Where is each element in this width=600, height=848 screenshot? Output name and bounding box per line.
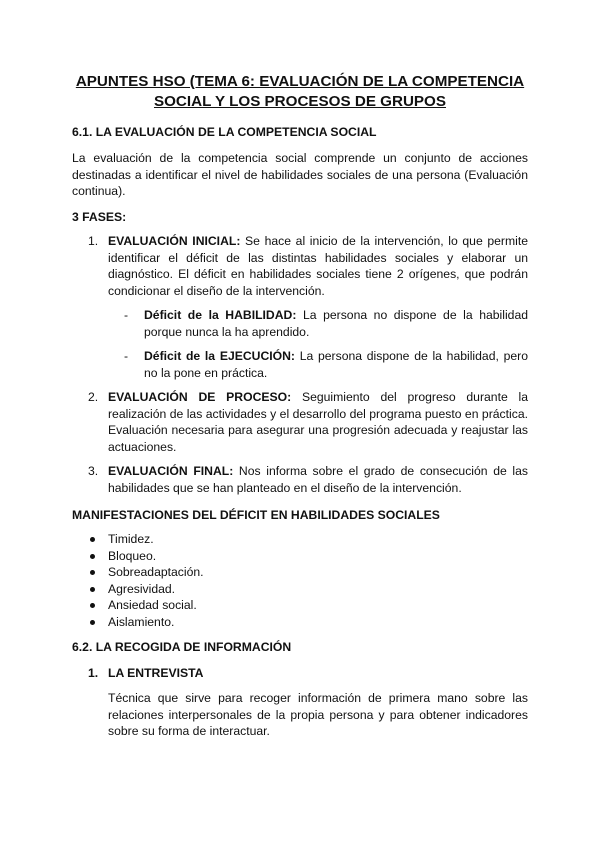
list-item: Aislamiento. xyxy=(90,614,204,631)
deficit-item-habilidad xyxy=(124,307,528,340)
manifestations-heading: MANIFESTACIONES DEL DÉFICIT EN HABILIDADES SOCIALES xyxy=(72,508,440,522)
deficit-item-ejecucion xyxy=(124,348,528,381)
bullet-icon xyxy=(90,537,95,542)
list-item: Sobreadaptación. xyxy=(90,564,204,581)
phase-number: 3. xyxy=(88,464,99,478)
deficit-label: Déficit de la HABILIDAD: xyxy=(144,308,297,322)
phase-text: Seguimiento del progreso durante la realización de las actividades y el desarrollo del programa puesto en práctica. Evaluación necesaria para asegurar una progresión adecuada y reajustar las actuaciones. xyxy=(108,390,528,454)
phase-number: 2. xyxy=(88,390,99,404)
deficit-text: La persona no dispone de la habilidad porque nunca la ha aprendido. xyxy=(144,308,528,339)
list-item: Timidez. xyxy=(90,531,204,548)
bullet-icon xyxy=(90,603,95,608)
bullet-icon xyxy=(90,620,95,625)
phase-item-3 xyxy=(88,463,528,496)
section-heading-6-1: 6.1. LA EVALUACIÓN DE LA COMPETENCIA SOCIAL xyxy=(72,125,377,139)
entrevista-paragraph: Técnica que sirve para recoger información de primera mano sobre las relaciones interpersonales de la propia persona y para obtener indicadores sobre su forma de interactuar. xyxy=(108,691,528,739)
deficit-label: Déficit de la EJECUCIÓN: xyxy=(144,349,295,363)
phase-number: 1. xyxy=(88,234,99,248)
intro-paragraph: La evaluación de la competencia social comprende un conjunto de acciones destinadas a identificar el nivel de habilidades sociales de una persona (Evaluación continua). xyxy=(72,151,528,199)
item-label: LA ENTREVISTA xyxy=(108,666,204,680)
phases-heading: 3 FASES: xyxy=(72,210,127,224)
manifestations-list xyxy=(90,531,204,631)
phase-text: Nos informa sobre el grado de consecución de las habilidades que se han planteado en el diseño de la intervención. xyxy=(108,464,528,495)
phase-text: Se hace al inicio de la intervención, lo que permite identificar el déficit de las distintas habilidades sociales y elaborar un diagnóstico. El déficit en habilidades sociales tiene 2 orígenes, que podrán condicionar el diseño de la intervención. xyxy=(108,234,529,298)
dash-marker: - xyxy=(124,349,129,363)
phase-label: EVALUACIÓN DE PROCESO: xyxy=(108,390,292,404)
phase-item-1 xyxy=(88,233,528,299)
phase-label: EVALUACIÓN FINAL: xyxy=(108,464,234,478)
list-item: Ansiedad social. xyxy=(90,597,204,614)
document-title: APUNTES HSO (TEMA 6: EVALUACIÓN DE LA COMPETENCIA SOCIAL Y LOS PROCESOS DE GRUPOS xyxy=(75,73,525,110)
dash-marker: - xyxy=(124,308,129,322)
bullet-icon xyxy=(90,554,95,559)
item-number: 1. xyxy=(88,666,99,680)
section-heading-6-2: 6.2. LA RECOGIDA DE INFORMACIÓN xyxy=(72,640,292,654)
phase-label: EVALUACIÓN INICIAL: xyxy=(108,234,241,248)
bullet-icon xyxy=(90,587,95,592)
phase-item-2 xyxy=(88,389,528,455)
deficit-text: La persona dispone de la habilidad, pero no la pone en práctica. xyxy=(144,349,528,380)
list-item: Bloqueo. xyxy=(90,548,204,565)
list-item: Agresividad. xyxy=(90,581,204,598)
entrevista-heading xyxy=(88,665,528,682)
bullet-icon xyxy=(90,570,95,575)
